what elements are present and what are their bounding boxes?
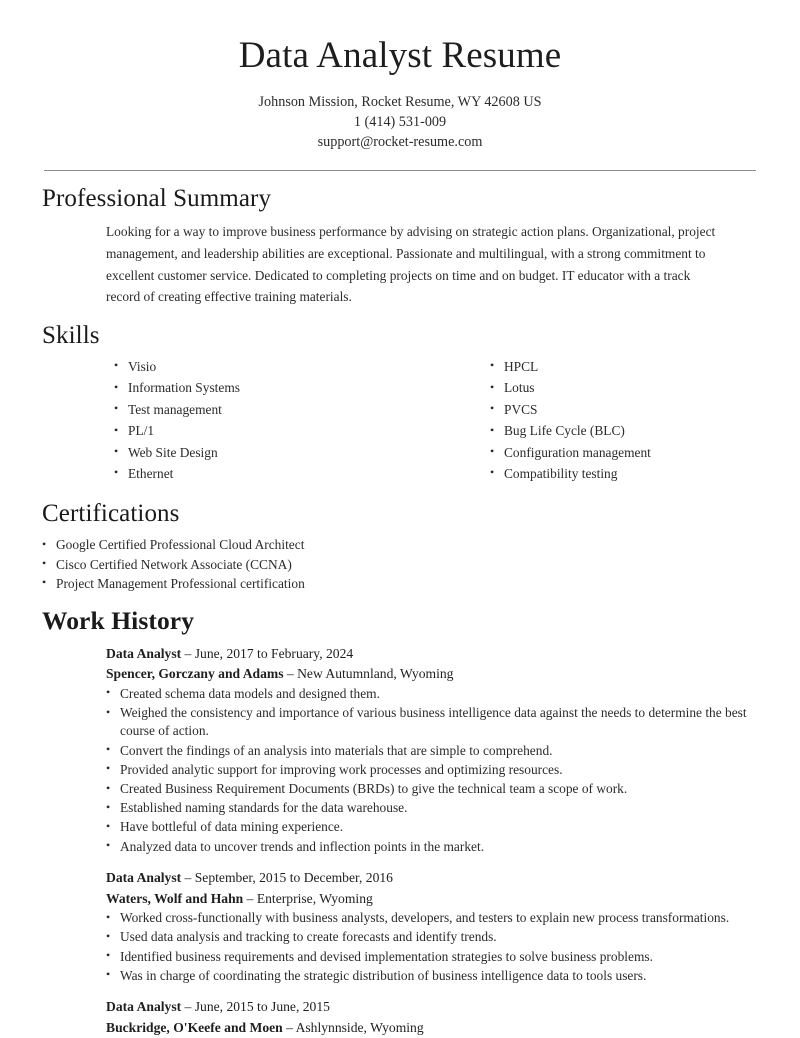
job-role: Data Analyst: [106, 999, 182, 1015]
job-separator: –: [181, 999, 195, 1015]
list-item: • Established naming standards for the data warehouse.: [106, 799, 758, 817]
list-item: • Convert the findings of an analysis into materials that are simple to comprehend.: [106, 742, 758, 760]
list-item: • HPCL: [490, 358, 758, 376]
skills-column-right: [436, 358, 758, 486]
list-item: • Test management: [114, 401, 436, 419]
job-bullets: [106, 685, 758, 856]
section-skills: [42, 321, 758, 486]
skills-list-left: [114, 358, 436, 483]
job-role: Data Analyst: [106, 869, 182, 885]
job-dates: June, 2017 to February, 2024: [194, 645, 354, 661]
list-item: • Web Site Design: [114, 444, 436, 462]
section-title-work-history: Work History: [42, 606, 195, 636]
list-item: • Cisco Certified Network Associate (CCNA): [42, 556, 758, 574]
list-item: • Was in charge of coordinating the strategic distribution of business intelligence data to tools users.: [106, 967, 758, 985]
header-divider: [44, 170, 756, 171]
job-bullets: [106, 909, 758, 985]
page-title: Data Analyst Resume: [238, 35, 562, 76]
job-location: Enterprise, Wyoming: [256, 890, 373, 906]
list-item: • Ethernet: [114, 465, 436, 483]
job-location: New Autumnland, Wyoming: [297, 666, 454, 682]
section-title-certifications: Certifications: [42, 500, 180, 528]
job-entry: [106, 644, 758, 856]
list-item: • Created schema data models and designed them.: [106, 685, 758, 703]
list-item: • Weighed the consistency and importance of various business intelligence data against the needs to determine the best course of action.: [106, 704, 758, 740]
job-role: Data Analyst: [106, 645, 182, 661]
summary-text: Looking for a way to improve business performance by advising on strategic action plans. Organizational, project management, and leadership abilities are exceptional. Passionate and multilingual, with a strong commitment to excellent customer service. Dedicated to completing projects on time and on budget. IT educator with a track record of creating effective training materials.: [106, 224, 716, 305]
job-company: Buckridge, O'Keefe and Moen: [106, 1019, 283, 1035]
list-item: • Worked cross-functionally with business analysts, developers, and testers to explain new process transformations.: [106, 909, 758, 927]
job-title-line: [106, 644, 758, 665]
certifications-list: [42, 536, 758, 593]
skills-column-left: [114, 358, 436, 486]
list-item: • Created Business Requirement Documents (BRDs) to give the technical team a scope of work.: [106, 780, 758, 798]
job-company: Waters, Wolf and Hahn: [106, 890, 244, 906]
list-item: • Identified business requirements and devised implementation strategies to solve business problems.: [106, 948, 758, 966]
resume-header: [42, 0, 758, 152]
contact-email: support@rocket-resume.com: [317, 133, 483, 150]
section-work-history: [42, 606, 758, 1038]
job-entry: [106, 868, 758, 985]
list-item: • Configuration management: [490, 444, 758, 462]
list-item: • Compatibility testing: [490, 465, 758, 483]
contact-address: Johnson Mission, Rocket Resume, WY 42608 US: [258, 93, 542, 110]
section-title-skills: Skills: [42, 321, 100, 349]
job-company-line: [106, 889, 758, 910]
job-dates: September, 2015 to December, 2016: [194, 869, 393, 885]
list-item: • Provided analytic support for improving work processes and optimizing resources.: [106, 761, 758, 779]
list-item: • Google Certified Professional Cloud Architect: [42, 536, 758, 554]
work-history-jobs: [42, 644, 758, 1038]
skills-list-right: [490, 358, 758, 483]
list-item: • Visio: [114, 358, 436, 376]
job-title-line: [106, 997, 758, 1018]
job-separator: –: [181, 869, 195, 885]
job-company-line: [106, 664, 758, 685]
job-company: Spencer, Gorczany and Adams: [106, 666, 284, 682]
list-item: • Information Systems: [114, 379, 436, 397]
section-title-summary: Professional Summary: [42, 185, 272, 213]
list-item: • PVCS: [490, 401, 758, 419]
contact-phone: 1 (414) 531-009: [353, 113, 447, 130]
job-dates: June, 2015 to June, 2015: [194, 999, 330, 1015]
list-item: • Have bottleful of data mining experience.: [106, 818, 758, 836]
job-separator: –: [243, 890, 257, 906]
job-location: Ashlynnside, Wyoming: [295, 1019, 424, 1035]
list-item: • Bug Life Cycle (BLC): [490, 422, 758, 440]
section-professional-summary: [42, 184, 758, 308]
list-item: • Project Management Professional certification: [42, 575, 758, 593]
job-separator: –: [282, 1019, 296, 1035]
list-item: • Used data analysis and tracking to create forecasts and identify trends.: [106, 928, 758, 946]
job-entry: [106, 997, 758, 1038]
job-separator: –: [283, 666, 298, 682]
skills-columns: [114, 358, 758, 486]
list-item: • PL/1: [114, 422, 436, 440]
list-item: • Analyzed data to uncover trends and inflection points in the market.: [106, 838, 758, 856]
section-certifications: [42, 499, 758, 593]
job-title-line: [106, 868, 758, 889]
job-separator: –: [181, 645, 195, 661]
list-item: • Lotus: [490, 379, 758, 397]
